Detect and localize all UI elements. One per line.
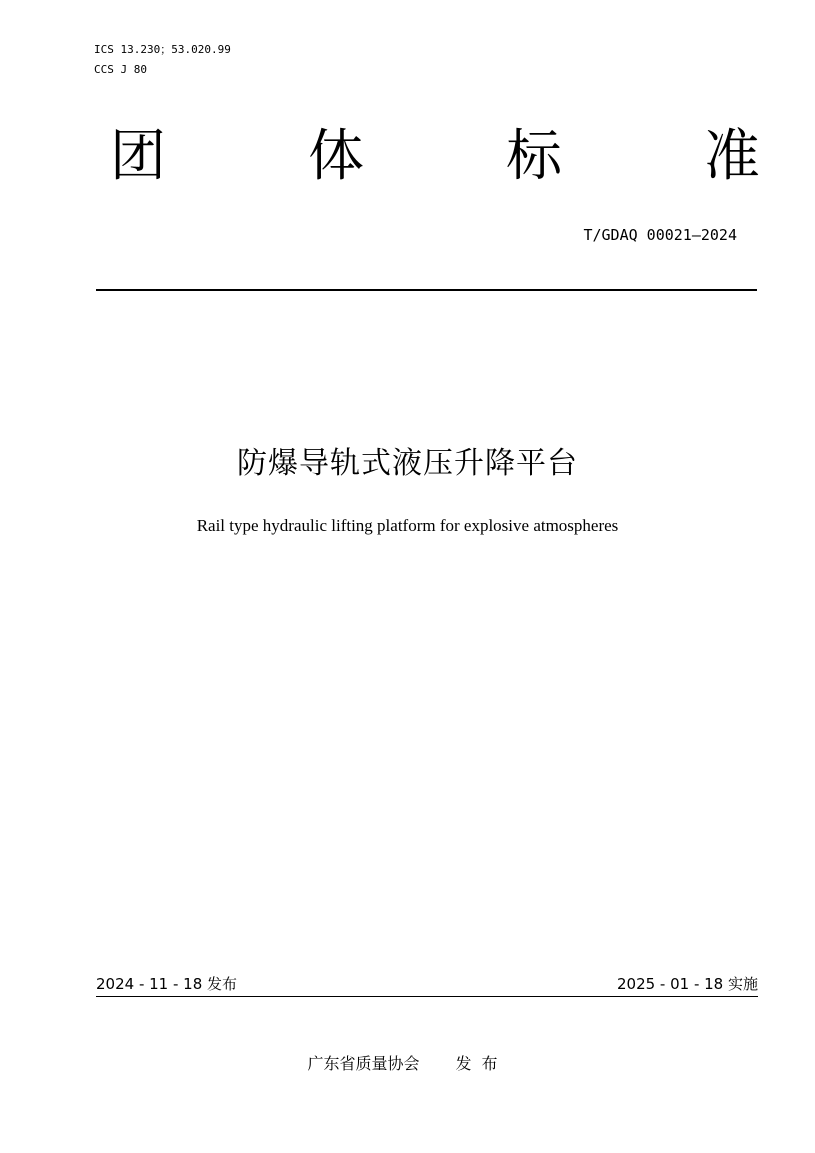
publisher-name: 广东省质量协会 bbox=[307, 1054, 420, 1073]
document-title-chinese: 防爆导轨式液压升降平台 bbox=[237, 446, 578, 481]
publisher-line bbox=[0, 1052, 815, 1076]
document-title-english: Rail type hydraulic lifting platform for explosive atmospheres bbox=[196, 516, 619, 535]
date-row bbox=[96, 972, 758, 996]
standard-number: T/GDAQ 00021—2024 bbox=[583, 226, 737, 244]
standard-type-char: 体 bbox=[308, 124, 364, 189]
ccs-code: CCS J 80 bbox=[94, 63, 147, 76]
publish-date: 2024 - 11 - 18 发布 bbox=[96, 975, 238, 993]
standard-type-char: 准 bbox=[704, 124, 760, 189]
publisher-action: 发布 bbox=[455, 1054, 508, 1073]
top-divider bbox=[96, 289, 757, 291]
ics-code: ICS 13.230；53.020.99 bbox=[94, 43, 231, 56]
classification-codes bbox=[94, 40, 231, 80]
effective-date: 2025 - 01 - 18 实施 bbox=[616, 975, 758, 993]
standard-type-heading bbox=[110, 122, 760, 192]
standard-type-char: 标 bbox=[506, 124, 562, 189]
standard-type-char: 团 bbox=[110, 124, 166, 189]
bottom-divider bbox=[96, 996, 758, 997]
